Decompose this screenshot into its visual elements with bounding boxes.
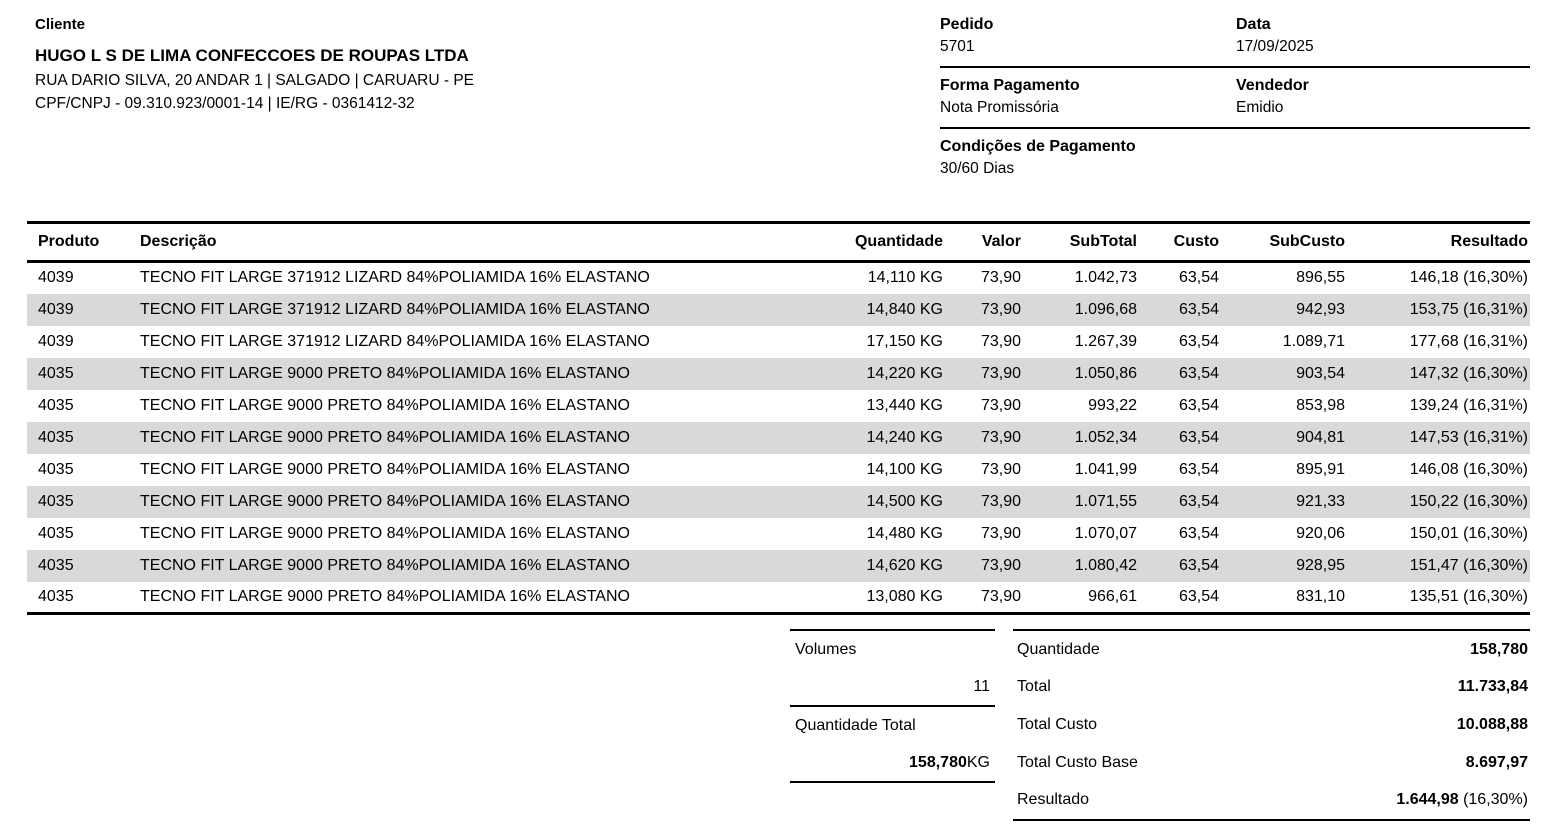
header bbox=[27, 14, 1530, 197]
forma-pagamento-field bbox=[940, 77, 1236, 117]
cell-quantidade: 14,220 KG bbox=[866, 364, 943, 382]
cell-valor: 73,90 bbox=[980, 587, 1021, 605]
cell-resultado: 150,01 (16,30%) bbox=[1409, 524, 1528, 542]
cell-valor: 73,90 bbox=[980, 269, 1021, 287]
client-block bbox=[27, 14, 647, 118]
cell-quantidade: 14,620 KG bbox=[866, 556, 943, 574]
summary bbox=[27, 629, 1530, 821]
cell-produto: 4035 bbox=[38, 556, 74, 574]
cell-subcusto: 942,93 bbox=[1296, 300, 1345, 318]
cell-produto: 4035 bbox=[38, 428, 74, 446]
cell-descricao: TECNO FIT LARGE 9000 PRETO 84%POLIAMIDA 16% ELASTANO bbox=[140, 492, 630, 510]
table-row bbox=[27, 518, 1530, 550]
cell-subcusto: 921,33 bbox=[1296, 492, 1345, 510]
quantidade-total-unit: KG bbox=[966, 753, 990, 771]
cell-valor: 73,90 bbox=[980, 364, 1021, 382]
cell-custo: 63,54 bbox=[1178, 556, 1219, 574]
data-field bbox=[1236, 16, 1530, 56]
client-documents: CPF/CNPJ - 09.310.923/0001-14 | IE/RG - 0361412-32 bbox=[35, 95, 415, 112]
cell-valor: 73,90 bbox=[980, 492, 1021, 510]
cell-produto: 4039 bbox=[38, 300, 74, 318]
summary-value: 10.088,88 bbox=[1456, 715, 1528, 733]
summary-label: Quantidade bbox=[1017, 640, 1100, 658]
cell-subcusto: 928,95 bbox=[1296, 556, 1345, 574]
cell-valor: 73,90 bbox=[980, 300, 1021, 318]
summary-row-total bbox=[1013, 669, 1530, 707]
table-row bbox=[27, 390, 1530, 422]
cell-descricao: TECNO FIT LARGE 371912 LIZARD 84%POLIAMIDA 16% ELASTANO bbox=[140, 332, 650, 350]
cell-subcusto: 831,10 bbox=[1296, 587, 1345, 605]
forma-pagamento-value: Nota Promissória bbox=[940, 99, 1059, 116]
condicoes-value: 30/60 Dias bbox=[940, 160, 1015, 177]
vendedor-label: Vendedor bbox=[1236, 77, 1309, 94]
header-descricao: Descrição bbox=[140, 223, 790, 262]
order-info-row-3 bbox=[940, 138, 1530, 188]
summary-label: Total Custo Base bbox=[1017, 753, 1138, 771]
summary-row-total-custo-base bbox=[1013, 744, 1530, 782]
cell-produto: 4035 bbox=[38, 524, 74, 542]
cell-quantidade: 14,480 KG bbox=[866, 524, 943, 542]
table-row bbox=[27, 454, 1530, 486]
condicoes-label: Condições de Pagamento bbox=[940, 138, 1136, 155]
cell-resultado: 177,68 (16,31%) bbox=[1409, 332, 1528, 350]
cell-custo: 63,54 bbox=[1178, 524, 1219, 542]
header-row bbox=[27, 223, 1530, 262]
cell-subcusto: 903,54 bbox=[1296, 364, 1345, 382]
cell-subcusto: 1.089,71 bbox=[1282, 332, 1345, 350]
header-quantidade: Quantidade bbox=[790, 223, 943, 262]
cell-quantidade: 13,080 KG bbox=[866, 587, 943, 605]
table-row bbox=[27, 294, 1530, 326]
cell-subtotal: 1.052,34 bbox=[1074, 428, 1137, 446]
volumes-label: Volumes bbox=[795, 640, 857, 658]
cell-custo: 63,54 bbox=[1178, 364, 1219, 382]
cell-produto: 4039 bbox=[38, 269, 74, 287]
cell-subtotal: 1.267,39 bbox=[1074, 332, 1137, 350]
cell-valor: 73,90 bbox=[980, 332, 1021, 350]
cell-resultado: 151,47 (16,30%) bbox=[1409, 556, 1528, 574]
cell-valor: 73,90 bbox=[980, 524, 1021, 542]
cell-descricao: TECNO FIT LARGE 9000 PRETO 84%POLIAMIDA 16% ELASTANO bbox=[140, 364, 630, 382]
table-row bbox=[27, 358, 1530, 390]
cell-descricao: TECNO FIT LARGE 9000 PRETO 84%POLIAMIDA 16% ELASTANO bbox=[140, 587, 630, 605]
cell-resultado: 146,08 (16,30%) bbox=[1409, 460, 1528, 478]
summary-row-quantidade bbox=[1013, 631, 1530, 669]
cell-valor: 73,90 bbox=[980, 460, 1021, 478]
cell-produto: 4035 bbox=[38, 492, 74, 510]
order-info-row-2 bbox=[940, 77, 1530, 129]
data-label: Data bbox=[1236, 16, 1271, 33]
summary-label: Resultado bbox=[1017, 791, 1090, 809]
cell-custo: 63,54 bbox=[1178, 332, 1219, 350]
cell-subtotal: 1.071,55 bbox=[1074, 492, 1137, 510]
cell-descricao: TECNO FIT LARGE 9000 PRETO 84%POLIAMIDA 16% ELASTANO bbox=[140, 396, 630, 414]
cell-subtotal: 993,22 bbox=[1088, 396, 1137, 414]
cell-resultado: 135,51 (16,30%) bbox=[1409, 587, 1528, 605]
cell-resultado: 150,22 (16,30%) bbox=[1409, 492, 1528, 510]
condicoes-field bbox=[940, 138, 1236, 178]
cell-subtotal: 1.096,68 bbox=[1074, 300, 1137, 318]
cell-quantidade: 13,440 KG bbox=[866, 396, 943, 414]
cell-subtotal: 1.050,86 bbox=[1074, 364, 1137, 382]
cell-descricao: TECNO FIT LARGE 371912 LIZARD 84%POLIAMIDA 16% ELASTANO bbox=[140, 269, 650, 287]
cell-subtotal: 1.070,07 bbox=[1074, 524, 1137, 542]
quantidade-total-group bbox=[790, 707, 995, 781]
pedido-label: Pedido bbox=[940, 16, 994, 33]
header-valor: Valor bbox=[943, 223, 1021, 262]
cell-subcusto: 895,91 bbox=[1296, 460, 1345, 478]
summary-value: 1.644,98 (16,30%) bbox=[1396, 791, 1528, 809]
table-row bbox=[27, 422, 1530, 454]
items-table bbox=[27, 221, 1530, 615]
cell-subtotal: 1.080,42 bbox=[1074, 556, 1137, 574]
cell-resultado: 146,18 (16,30%) bbox=[1409, 269, 1528, 287]
cell-subtotal: 1.041,99 bbox=[1074, 460, 1137, 478]
vendedor-field bbox=[1236, 77, 1530, 117]
cell-subtotal: 1.042,73 bbox=[1074, 269, 1137, 287]
items-body bbox=[27, 262, 1530, 614]
cell-quantidade: 14,110 KG bbox=[867, 269, 943, 287]
client-name: HUGO L S DE LIMA CONFECCOES DE ROUPAS LTDA bbox=[35, 46, 469, 65]
cell-quantidade: 17,150 KG bbox=[866, 332, 943, 350]
order-info-block bbox=[940, 14, 1530, 197]
summary-left-box bbox=[790, 629, 995, 783]
summary-label: Total Custo bbox=[1017, 715, 1098, 733]
cell-valor: 73,90 bbox=[980, 396, 1021, 414]
cell-custo: 63,54 bbox=[1178, 492, 1219, 510]
summary-row-resultado bbox=[1013, 781, 1530, 819]
cell-subtotal: 966,61 bbox=[1088, 587, 1137, 605]
table-row bbox=[27, 262, 1530, 294]
cell-produto: 4039 bbox=[38, 332, 74, 350]
cell-descricao: TECNO FIT LARGE 371912 LIZARD 84%POLIAMIDA 16% ELASTANO bbox=[140, 300, 650, 318]
volumes-group bbox=[790, 631, 995, 707]
cell-produto: 4035 bbox=[38, 460, 74, 478]
cell-subcusto: 904,81 bbox=[1296, 428, 1345, 446]
data-value: 17/09/2025 bbox=[1236, 38, 1314, 55]
header-custo: Custo bbox=[1137, 223, 1219, 262]
cell-resultado: 147,32 (16,30%) bbox=[1409, 364, 1528, 382]
cell-descricao: TECNO FIT LARGE 9000 PRETO 84%POLIAMIDA 16% ELASTANO bbox=[140, 524, 630, 542]
cell-descricao: TECNO FIT LARGE 9000 PRETO 84%POLIAMIDA 16% ELASTANO bbox=[140, 428, 630, 446]
cell-custo: 63,54 bbox=[1178, 428, 1219, 446]
cell-custo: 63,54 bbox=[1178, 269, 1219, 287]
cell-quantidade: 14,840 KG bbox=[866, 300, 943, 318]
cell-quantidade: 14,500 KG bbox=[866, 492, 943, 510]
cell-custo: 63,54 bbox=[1178, 587, 1219, 605]
cell-descricao: TECNO FIT LARGE 9000 PRETO 84%POLIAMIDA 16% ELASTANO bbox=[140, 556, 630, 574]
quantidade-total-label: Quantidade Total bbox=[795, 716, 916, 734]
volumes-value: 11 bbox=[973, 677, 990, 695]
header-produto: Produto bbox=[27, 223, 140, 262]
summary-label: Total bbox=[1017, 678, 1051, 696]
quantidade-total-value bbox=[790, 744, 995, 781]
table-row bbox=[27, 550, 1530, 582]
summary-right-box bbox=[1013, 629, 1530, 821]
order-info-row-1 bbox=[940, 16, 1530, 68]
cell-quantidade: 14,100 KG bbox=[866, 460, 943, 478]
cell-produto: 4035 bbox=[38, 364, 74, 382]
header-subtotal: SubTotal bbox=[1021, 223, 1137, 262]
cell-produto: 4035 bbox=[38, 396, 74, 414]
cell-produto: 4035 bbox=[38, 587, 74, 605]
forma-pagamento-label: Forma Pagamento bbox=[940, 77, 1080, 94]
cell-custo: 63,54 bbox=[1178, 300, 1219, 318]
cell-quantidade: 14,240 KG bbox=[866, 428, 943, 446]
cell-subcusto: 853,98 bbox=[1296, 396, 1345, 414]
client-address: RUA DARIO SILVA, 20 ANDAR 1 | SALGADO | CARUARU - PE bbox=[35, 72, 475, 89]
summary-value: 158,780 bbox=[1470, 640, 1528, 658]
client-section-label: Cliente bbox=[35, 16, 86, 33]
items-table-header bbox=[27, 223, 1530, 262]
table-row bbox=[27, 582, 1530, 614]
pedido-value: 5701 bbox=[940, 38, 975, 55]
table-row bbox=[27, 486, 1530, 518]
header-resultado: Resultado bbox=[1345, 223, 1530, 262]
cell-descricao: TECNO FIT LARGE 9000 PRETO 84%POLIAMIDA 16% ELASTANO bbox=[140, 460, 630, 478]
header-subcusto: SubCusto bbox=[1219, 223, 1345, 262]
cell-subcusto: 896,55 bbox=[1296, 269, 1345, 287]
pedido-field bbox=[940, 16, 1236, 56]
summary-value: 11.733,84 bbox=[1457, 678, 1528, 696]
summary-row-total-custo bbox=[1013, 706, 1530, 744]
cell-valor: 73,90 bbox=[980, 556, 1021, 574]
vendedor-value: Emidio bbox=[1236, 99, 1284, 116]
table-row bbox=[27, 326, 1530, 358]
cell-custo: 63,54 bbox=[1178, 396, 1219, 414]
quantidade-total-number: 158,780 bbox=[909, 753, 967, 771]
summary-value: 8.697,97 bbox=[1465, 753, 1528, 771]
cell-resultado: 147,53 (16,31%) bbox=[1409, 428, 1528, 446]
cell-valor: 73,90 bbox=[980, 428, 1021, 446]
cell-subcusto: 920,06 bbox=[1296, 524, 1345, 542]
cell-resultado: 139,24 (16,31%) bbox=[1409, 396, 1528, 414]
cell-resultado: 153,75 (16,31%) bbox=[1409, 300, 1528, 318]
cell-custo: 63,54 bbox=[1178, 460, 1219, 478]
